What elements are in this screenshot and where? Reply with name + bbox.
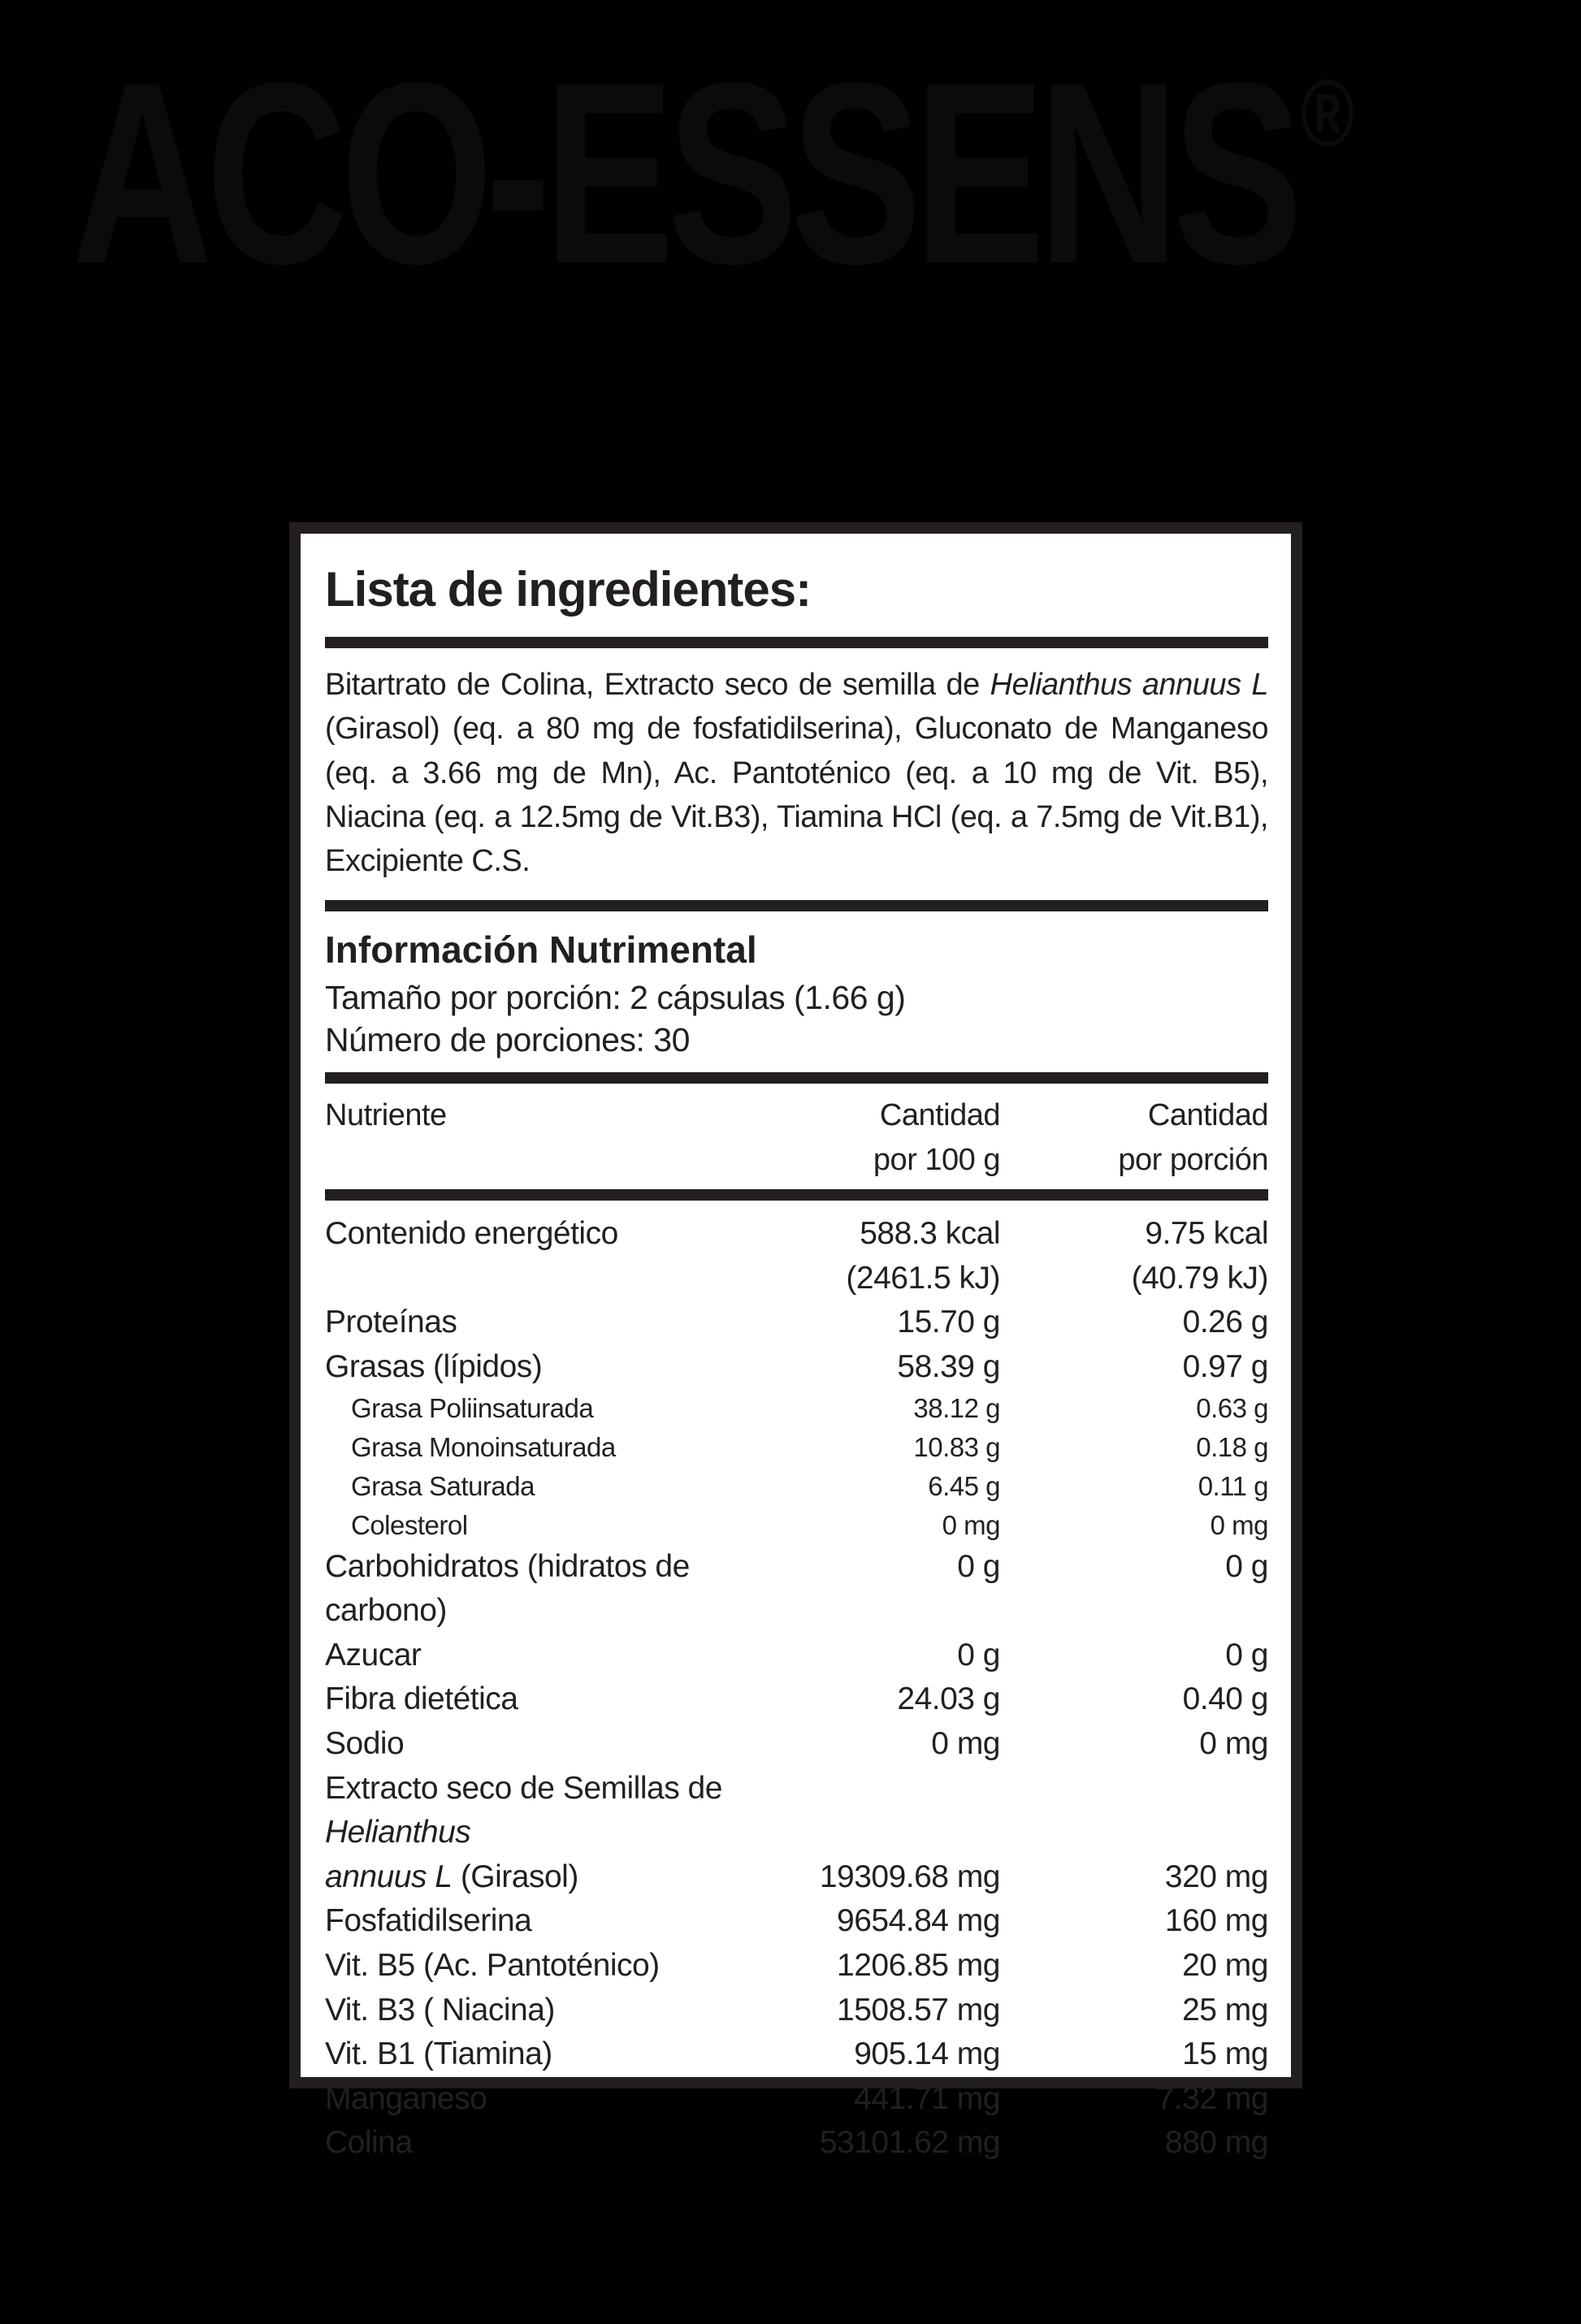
per-100g-value: 15.70 g [897, 1305, 1000, 1340]
nutrient-name [351, 1428, 756, 1467]
table-row [325, 1389, 1268, 1428]
nutrient-name [325, 1899, 756, 1944]
per-portion-value: 880 mg [1164, 2125, 1268, 2161]
divider [325, 900, 1268, 911]
per-portion-value: 160 mg [1164, 1903, 1268, 1939]
text-part: Azucar [325, 1637, 422, 1673]
per-100g-value: 53101.62 mg [819, 2125, 1000, 2161]
nutrient-name [351, 1467, 756, 1506]
divider [325, 1072, 1268, 1084]
text-part: Grasa Monoinsaturada [351, 1432, 616, 1463]
text-part: Proteínas [325, 1305, 457, 1340]
per-portion-value: 0.26 g [1182, 1305, 1268, 1340]
table-row [325, 2077, 1268, 2122]
table-row [325, 1467, 1268, 1506]
text-part: Grasa Saturada [351, 1471, 535, 1502]
nutrient-name [325, 1634, 756, 1678]
per-100g-value: 588.3 kcal [860, 1215, 1000, 1251]
registered-trademark-icon: ® [1300, 60, 1355, 167]
per-portion-value: 0.11 g [1198, 1471, 1268, 1502]
per-100g-value [756, 1767, 1000, 1855]
per-100g-value: 19309.68 mg [819, 1859, 1000, 1894]
table-row [325, 1212, 1268, 1257]
table-row [325, 1257, 1268, 1301]
table-row [325, 1428, 1268, 1467]
column-header-nutrient: Nutriente [325, 1097, 447, 1132]
text-part: (Girasol) (eq. a 80 mg de fosfatidilserina), Gluconato de Manganeso (eq. a 3.66 mg de Mn), Ac. Pantoténico (eq. a 10 mg de Vit. B5), Niacina (eq. a 12.5mg de Vit.B3), Tiamina HCl (eq. a 7.5mg de Vit.B1), Excipiente C.S. [325, 712, 1268, 879]
table-row [325, 1767, 1268, 1855]
nutrient-name [325, 1855, 756, 1900]
per-portion-value: (40.79 kJ) [1131, 1260, 1268, 1296]
column-header-per-100g [756, 1093, 1000, 1183]
nutrient-name [325, 1212, 756, 1257]
table-row [325, 1677, 1268, 1722]
divider [325, 1189, 1268, 1201]
column-header-line: por 100 g [873, 1142, 1000, 1177]
text-part: Fibra dietética [325, 1681, 518, 1717]
nutrient-name [351, 1506, 756, 1545]
text-part: Manganeso [325, 2080, 487, 2116]
table-row [325, 1989, 1268, 2033]
text-part: Vit. B1 (Tiamina) [325, 2036, 552, 2072]
per-100g-value: (2461.5 kJ) [846, 1260, 1000, 1296]
per-portion-value: 0.40 g [1182, 1681, 1268, 1717]
per-portion-value: 25 mg [1182, 1992, 1268, 2028]
table-row [325, 1506, 1268, 1545]
nutrient-name [325, 1944, 756, 1989]
nutrient-name [325, 1767, 756, 1855]
table-row [325, 1634, 1268, 1678]
per-portion-value: 7.32 mg [1156, 2080, 1268, 2116]
text-part: Colina [325, 2125, 413, 2161]
column-header-line: Cantidad [1147, 1097, 1268, 1132]
per-portion-value: 15 mg [1182, 2036, 1268, 2072]
nutrient-name [325, 2121, 756, 2166]
per-100g-value: 0 g [957, 1637, 1000, 1673]
divider [325, 637, 1268, 648]
nutrient-name [325, 1257, 756, 1301]
table-row [325, 1944, 1268, 1989]
text-part: annuus L [325, 1859, 453, 1894]
ingredients-text [325, 663, 1268, 884]
table-row [325, 1855, 1268, 1900]
text-part: Contenido energético [325, 1215, 618, 1251]
text-part: Sodio [325, 1726, 405, 1762]
per-100g-value: 24.03 g [897, 1681, 1000, 1717]
nutrient-name [325, 1989, 756, 2033]
text-part: Carbohidratos (hidratos de carbono) [325, 1548, 690, 1629]
nutrient-name [351, 1389, 756, 1428]
per-portion-value: 0 g [1225, 1548, 1268, 1584]
text-part: Vit. B3 ( Niacina) [325, 1992, 555, 2028]
per-100g-value: 441.71 mg [854, 2080, 1000, 2116]
per-100g-value: 38.12 g [913, 1393, 1000, 1424]
per-portion-value: 320 mg [1164, 1859, 1268, 1894]
nutrient-name [325, 1300, 756, 1345]
column-header-per-portion [1000, 1093, 1268, 1183]
per-100g-value: 9654.84 mg [837, 1903, 1000, 1939]
ingredients-title: Lista de ingredientes: [325, 562, 812, 617]
nutrient-name [325, 1345, 756, 1390]
column-header-line: Cantidad [879, 1097, 1000, 1132]
per-100g-value: 6.45 g [928, 1471, 1000, 1502]
per-portion-value: 9.75 kcal [1145, 1215, 1268, 1251]
per-portion-value: 0 g [1225, 1637, 1268, 1673]
table-row [325, 1345, 1268, 1390]
nutrient-name [325, 1545, 756, 1634]
nutrient-name [325, 2077, 756, 2122]
text-part: Extracto seco de Semillas de [325, 1770, 722, 1806]
nutrition-label-panel [289, 522, 1302, 2161]
per-100g-value: 0 mg [931, 1726, 1000, 1762]
per-100g-value: 0 g [957, 1548, 1000, 1584]
text-part: Helianthus annuus L [990, 668, 1268, 702]
brand-name: ACO-ESSENS [71, 29, 1296, 318]
per-portion-value: 0.97 g [1182, 1348, 1268, 1384]
table-row [325, 2121, 1268, 2166]
table-row [325, 2032, 1268, 2077]
column-header-line: por porción [1118, 1142, 1268, 1177]
per-portion-value [1000, 1767, 1268, 1855]
brand-wordmark [71, 29, 1355, 318]
per-portion-value: 0 mg [1210, 1509, 1268, 1540]
text-part: Grasas (lípidos) [325, 1348, 543, 1384]
table-row [325, 1899, 1268, 1944]
servings-per-container: Número de porciones: 30 [325, 1020, 690, 1058]
per-100g-value: 1508.57 mg [837, 1992, 1000, 2028]
nutrition-table [325, 1212, 1268, 2166]
nutrient-name [325, 1677, 756, 1722]
table-header [325, 1093, 1268, 1183]
nutrient-name [325, 1722, 756, 1767]
text-part: Grasa Poliinsaturada [351, 1393, 594, 1424]
nutrient-name [325, 2032, 756, 2077]
table-row [325, 1722, 1268, 1767]
per-100g-value: 1206.85 mg [837, 1948, 1000, 1984]
table-row [325, 1300, 1268, 1345]
per-portion-value: 0 mg [1199, 1726, 1268, 1762]
text-part: Bitartrato de Colina, Extracto seco de semilla de [325, 668, 990, 702]
per-100g-value: 58.39 g [897, 1348, 1000, 1384]
serving-size: Tamaño por porción: 2 cápsulas (1.66 g) [325, 978, 906, 1016]
per-100g-value: 0 mg [942, 1509, 1000, 1540]
nutrition-facts-title: Información Nutrimental [325, 928, 757, 971]
per-100g-value: 905.14 mg [854, 2036, 1000, 2072]
per-100g-value: 10.83 g [913, 1432, 1000, 1463]
text-part: Vit. B5 (Ac. Pantoténico) [325, 1948, 660, 1984]
text-part: Helianthus [325, 1815, 471, 1850]
text-part: Colesterol [351, 1509, 468, 1540]
text-part: Fosfatidilserina [325, 1903, 532, 1939]
text-part: (Girasol) [452, 1859, 578, 1894]
table-row [325, 1545, 1268, 1634]
per-portion-value: 0.18 g [1196, 1432, 1268, 1463]
per-portion-value: 20 mg [1182, 1948, 1268, 1984]
per-portion-value: 0.63 g [1196, 1393, 1268, 1424]
